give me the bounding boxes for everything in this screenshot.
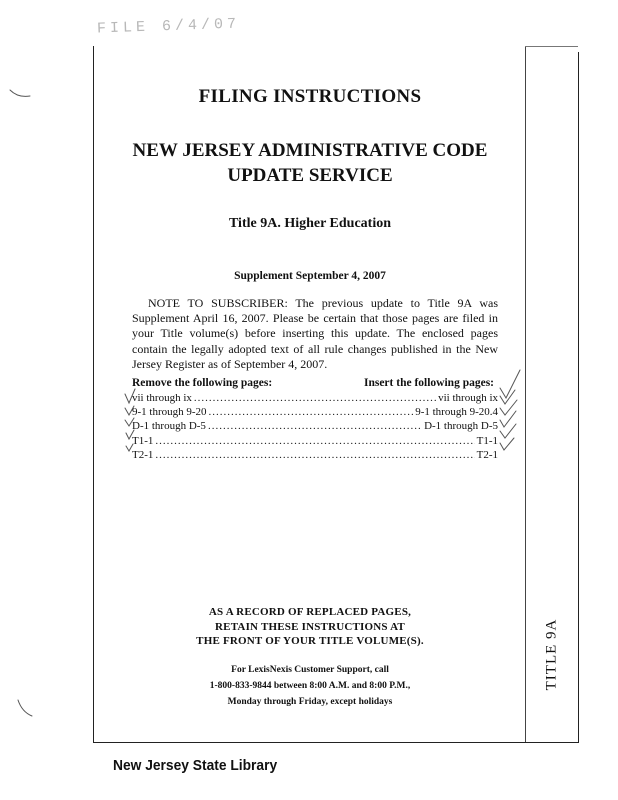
scan-margin-mark [18, 700, 32, 716]
check-mark [126, 444, 133, 451]
supplement-date: Supplement September 4, 2007 [234, 270, 386, 282]
insert-pages: T1-1 [476, 434, 498, 447]
check-mark [500, 438, 514, 450]
remove-pages-header: Remove the following pages: [132, 377, 273, 389]
remove-pages: T1-1 [132, 434, 154, 447]
title-section: Title 9A. Higher Education [228, 216, 392, 231]
scan-margin-mark [10, 90, 30, 96]
check-mark [126, 430, 134, 439]
support-line-3: Monday through Friday, except holidays [227, 697, 393, 707]
insert-pages: D-1 through D-5 [424, 420, 498, 433]
tab-label: TITLE 9A [543, 618, 560, 690]
insert-pages: vii through ix [438, 392, 498, 404]
remove-pages: D-1 through D-5 [132, 420, 206, 433]
filed-stamp: FILE 6/4/07 [96, 15, 241, 38]
support-line-1: For LexisNexis Customer Support, call [231, 665, 389, 675]
page-title: FILING INSTRUCTIONS [198, 86, 422, 107]
retain-line-2: RETAIN THESE INSTRUCTIONS AT [215, 620, 405, 633]
check-mark [500, 411, 516, 427]
check-mark [125, 389, 135, 403]
remove-pages: vii through ix [132, 392, 192, 404]
check-mark [500, 370, 520, 398]
check-mark [125, 406, 134, 415]
check-mark [500, 424, 516, 438]
insert-pages: 9-1 through 9-20.4 [415, 406, 498, 419]
support-line-2: 1-800-833-9844 between 8:00 A.M. and 8:00 P.M., [209, 681, 411, 691]
insert-pages-header: Insert the following pages: [363, 377, 494, 389]
check-mark [125, 418, 134, 426]
retain-line-3: THE FRONT OF YOUR TITLE VOLUME(S). [196, 635, 424, 647]
remove-pages: 9-1 through 9-20 [132, 406, 207, 419]
subscriber-note: NOTE TO SUBSCRIBER: The previous update to Title 9A was Supplement April 16, 2007. Please be certain that those pages are filed in your Title volume(s) before inserting this update. The enclosed pages contain the legally adopted text of all rule changes published in the New Jersey Register as of September 4, 2007. [132, 296, 498, 371]
insert-pages: T2-1 [476, 448, 498, 461]
remove-pages: T2-1 [132, 448, 154, 461]
retain-line-1: AS A RECORD OF REPLACED PAGES, [208, 606, 412, 618]
subtitle-line-2: UPDATE SERVICE [227, 165, 393, 186]
library-footer: New Jersey State Library [113, 757, 278, 774]
subtitle-line-1: NEW JERSEY ADMINISTRATIVE CODE [132, 140, 488, 161]
